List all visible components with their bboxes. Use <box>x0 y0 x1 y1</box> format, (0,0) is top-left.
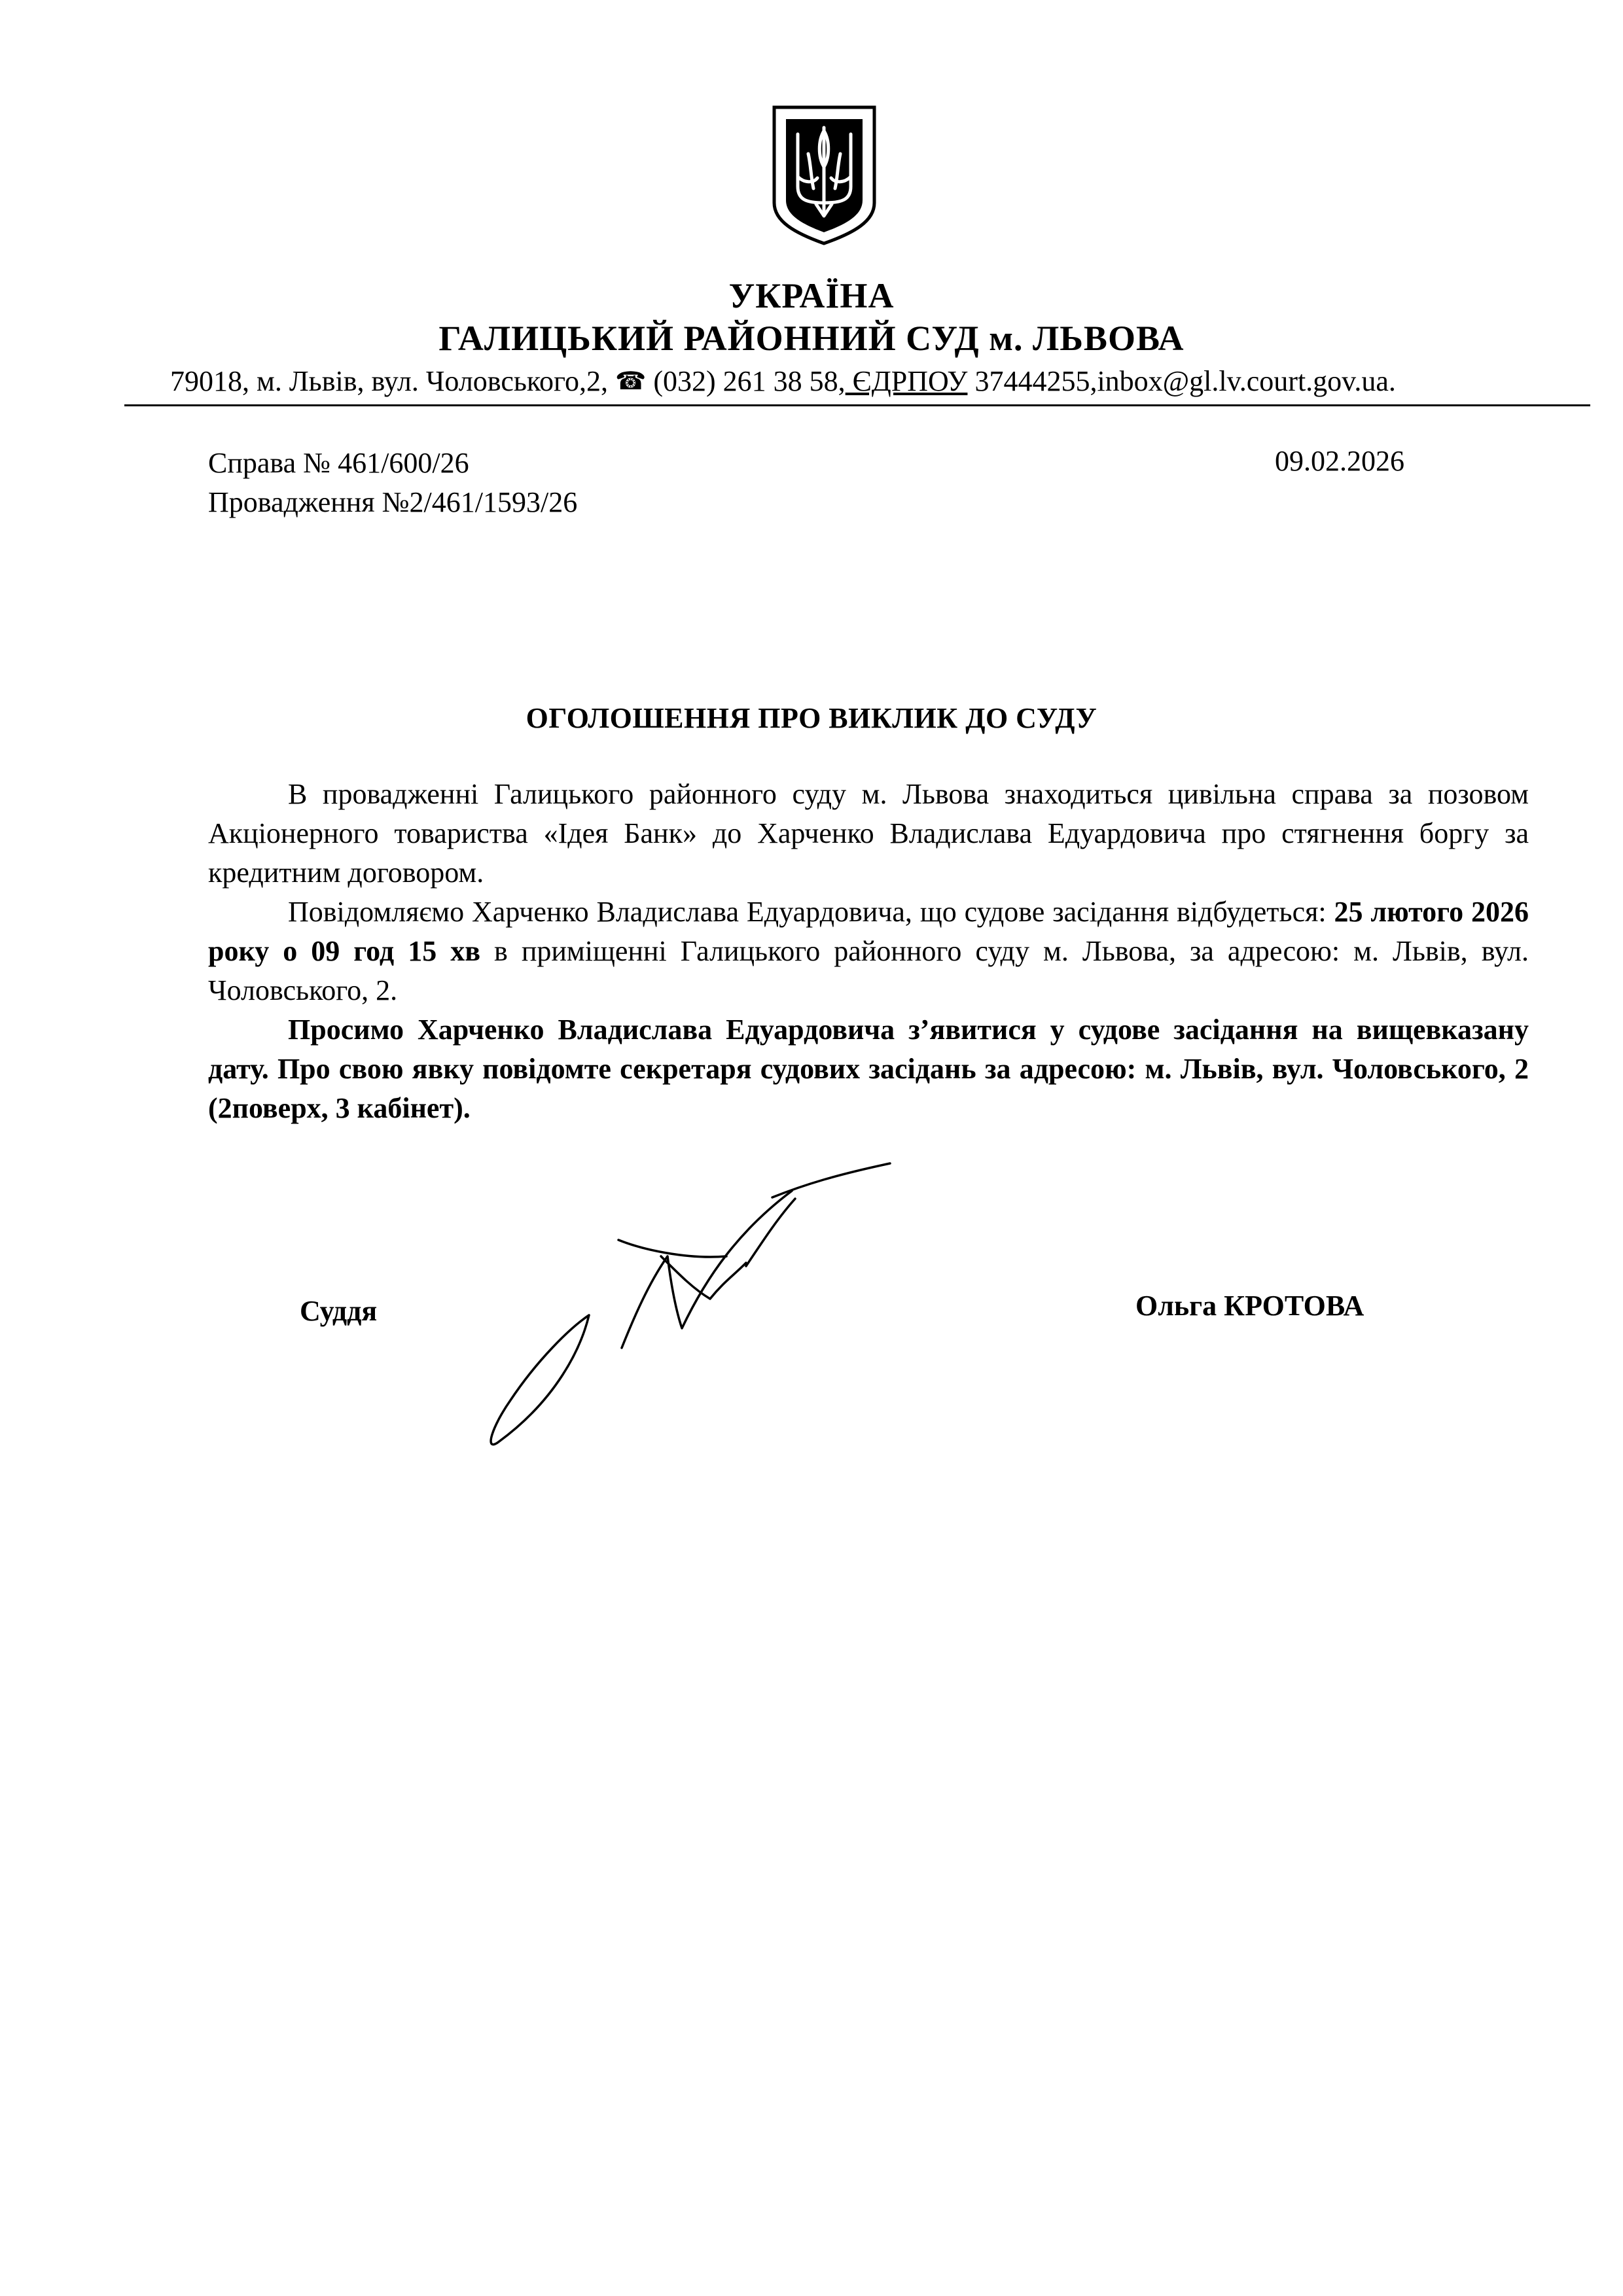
address-text: 79018, м. Львів, вул. Чоловського,2, <box>170 365 616 397</box>
judge-name: Ольга КРОТОВА <box>1135 1290 1364 1322</box>
edrpou-and-email: 37444255,inbox@gl.lv.court.gov.ua. <box>967 365 1396 397</box>
court-address-line <box>170 363 1597 400</box>
case-number: Справа № 461/600/26 <box>208 447 469 479</box>
court-name: ГАЛИЦЬКИЙ РАЙОННИЙ СУД м. ЛЬВОВА <box>438 319 1185 358</box>
country-title: УКРАЇНА <box>728 276 895 315</box>
hearing-datetime: 25 лютого 2026 року о 09 год 15 хв <box>208 896 1529 967</box>
hearing-notice-start: Повідомляємо Харченко Владислава Едуардовича, що судове засідання відбудеться: <box>288 896 1334 928</box>
coat-of-arms-emblem <box>770 105 878 245</box>
proceeding-number: Провадження №2/461/1593/26 <box>208 486 578 518</box>
judge-label: Суддя <box>300 1295 378 1327</box>
document-date: 09.02.2026 <box>1275 445 1404 477</box>
hearing-notice-end: в приміщенні Галицького районного суду м. Львова, за адресою: м. Львів, вул. Чоловського, 2. <box>208 935 1529 1006</box>
summons-request-text: Просимо Харченко Владислава Едуардовича з’явитися у судове засідання на вищевказану дату. Про свою явку повідомте секретаря судових засідань за адресою: м. Львів, вул. Чоловського, 2 (2поверх, 3 кабінет). <box>208 1014 1529 1124</box>
paragraph-hearing-notice <box>208 892 1529 1010</box>
header-divider <box>124 404 1590 406</box>
paragraph-summons-request <box>208 1010 1529 1128</box>
announcement-body <box>208 775 1529 1128</box>
phone-number: (032) 261 38 58, <box>646 365 846 397</box>
phone-icon: ☎ <box>615 368 647 395</box>
handwritten-signature <box>471 1152 942 1466</box>
paragraph-case-info: В провадженні Галицького районного суду м. Львова знаходиться цивільна справа за позовом Акціонерного товариства «Ідея Банк» до Харченко Владислава Едуардовича про стягнення боргу за кредитним договором. <box>208 778 1529 889</box>
document-title: ОГОЛОШЕННЯ ПРО ВИКЛИК ДО СУДУ <box>526 702 1097 734</box>
edrpou-label: ЄДРПОУ <box>845 365 968 397</box>
